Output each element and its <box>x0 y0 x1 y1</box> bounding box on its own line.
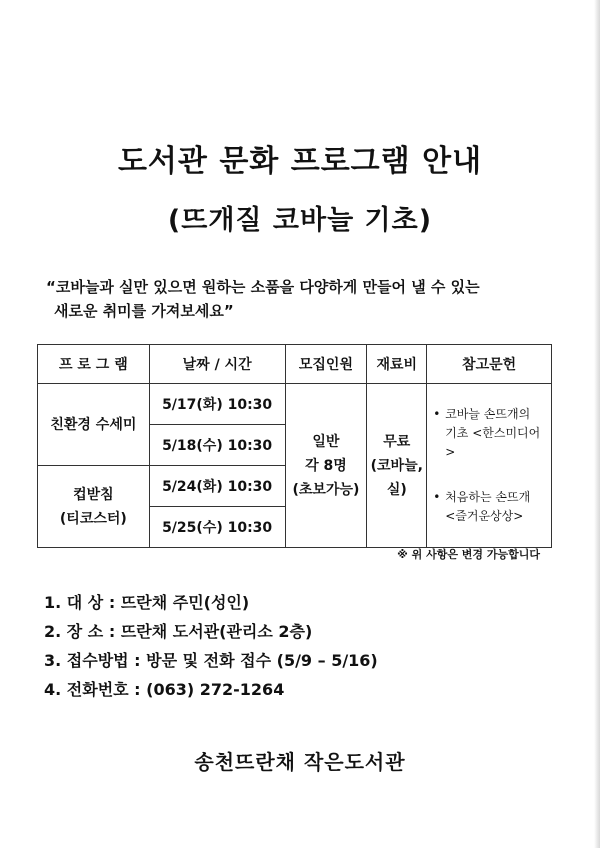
program-cell <box>38 384 150 466</box>
intro-quote-line-2: 새로운 취미를 가져보세요” <box>54 302 234 320</box>
list-item <box>44 675 564 704</box>
program-cell <box>38 466 150 548</box>
detail-value: (063) 272-1264 <box>146 680 285 699</box>
header-program: 프 로 그 램 <box>38 345 150 384</box>
detail-label: 3. 접수방법 : <box>44 651 147 670</box>
reference-publisher: 기초 <한스미디어> <box>445 426 541 459</box>
intro-quote <box>46 275 566 323</box>
date-cell: 5/24(화) 10:30 <box>149 466 285 507</box>
details-list <box>44 588 564 704</box>
detail-value: 방문 및 전화 접수 (5/9 – 5/16) <box>146 651 378 670</box>
fee-line-2: (코바늘, <box>370 457 423 474</box>
page-title: 도서관 문화 프로그램 안내 <box>117 144 483 179</box>
program-name: 컵받침 <box>73 486 114 503</box>
date-cell: 5/25(수) 10:30 <box>149 507 285 548</box>
date-cell: 5/18(수) 10:30 <box>149 425 285 466</box>
page-edge <box>594 0 600 848</box>
header-capacity: 모집인원 <box>285 345 367 384</box>
reference-item <box>433 405 547 462</box>
change-notice: ※ 위 사항은 변경 가능합니다 <box>397 548 540 561</box>
detail-label: 1. 대 상 : <box>44 593 121 612</box>
header-fee: 재료비 <box>367 345 427 384</box>
reference-publisher: <즐거운상상> <box>445 509 524 523</box>
detail-label: 2. 장 소 : <box>44 622 121 641</box>
library-name-footer: 송천뜨란채 작은도서관 <box>194 750 406 774</box>
capacity-line-2: 각 8명 <box>305 457 347 474</box>
fee-cell <box>367 384 427 548</box>
program-name-sub: (티코스터) <box>59 510 127 527</box>
capacity-cell <box>285 384 367 548</box>
reference-title: 처음하는 손뜨개 <box>445 490 531 504</box>
capacity-line-3: (초보가능) <box>292 481 360 498</box>
capacity-line-1: 일반 <box>312 433 340 450</box>
reference-title: 코바늘 손뜨개의 <box>445 407 531 421</box>
program-name: 친환경 수세미 <box>50 416 137 433</box>
page-subtitle: (뜨개질 코바늘 기초) <box>167 205 433 236</box>
table-row <box>38 384 552 425</box>
program-schedule-table <box>37 344 552 548</box>
header-date-time: 날짜 / 시간 <box>149 345 285 384</box>
bullet-icon: • <box>433 490 441 504</box>
fee-line-1: 무료 <box>383 433 411 450</box>
bullet-icon: • <box>433 407 441 421</box>
intro-quote-line-1: “코바늘과 실만 있으면 원하는 소품을 다양하게 만들어 낼 수 있는 <box>46 278 480 296</box>
fee-line-3: 실) <box>386 481 407 498</box>
list-item <box>44 617 564 646</box>
detail-label: 4. 전화번호 : <box>44 680 147 699</box>
reference-item <box>433 488 547 526</box>
date-cell: 5/17(화) 10:30 <box>149 384 285 425</box>
list-item <box>44 588 564 617</box>
references-cell <box>427 384 552 548</box>
detail-value: 뜨란채 주민(성인) <box>120 593 250 612</box>
detail-value: 뜨란채 도서관(관리소 2층) <box>120 622 313 641</box>
header-references: 참고문헌 <box>427 345 552 384</box>
list-item <box>44 646 564 675</box>
table-header-row <box>38 345 552 384</box>
